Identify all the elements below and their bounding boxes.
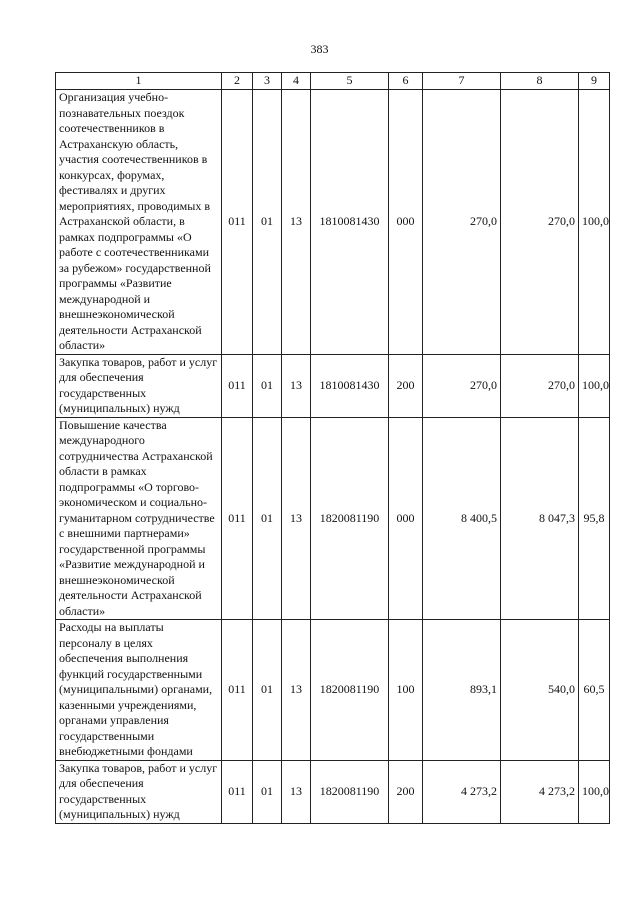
row-planned-amount: 893,1 [423,620,501,761]
row-target-article: 1820081190 [311,620,389,761]
row-section: 01 [253,417,282,620]
row-planned-amount: 270,0 [423,90,501,355]
row-target-article: 1810081430 [311,90,389,355]
row-admin-code: 011 [222,90,253,355]
row-percent: 100,0 [579,354,610,417]
row-section: 01 [253,620,282,761]
row-name: Повышение качества международного сотрудничества Астраханской области в рамках подпрограммы «О торгово-экономическом и социально-гуманитарном сотрудничестве с внешними партнерами» государственной программы «Развитие международной и внешнеэкономической деятельности Астраханской области» [56,417,222,620]
row-percent: 100,0 [579,90,610,355]
row-actual-amount: 270,0 [501,354,579,417]
header-row [56,73,610,90]
row-expense-type: 100 [389,620,423,761]
row-admin-code: 011 [222,354,253,417]
page-number: 383 [310,42,329,56]
row-percent: 95,8 [579,417,610,620]
row-section: 01 [253,354,282,417]
row-planned-amount: 4 273,2 [423,760,501,823]
row-target-article: 1820081190 [311,760,389,823]
row-percent: 100,0 [579,760,610,823]
table-row [56,354,610,417]
header-col-1: 1 [56,73,222,90]
row-admin-code: 011 [222,760,253,823]
row-admin-code: 011 [222,620,253,761]
row-expense-type: 000 [389,90,423,355]
row-planned-amount: 8 400,5 [423,417,501,620]
row-subsection: 13 [282,90,311,355]
row-target-article: 1820081190 [311,417,389,620]
row-actual-amount: 8 047,3 [501,417,579,620]
row-percent: 60,5 [579,620,610,761]
row-name: Закупка товаров, работ и услуг для обеспечения государственных (муниципальных) нужд [56,760,222,823]
table-row [56,620,610,761]
row-name: Расходы на выплаты персоналу в целях обеспечения выполнения функций государственными (муниципальными) органами, казенными учреждениями, органами управления государственными внебюджетными фондами [56,620,222,761]
row-subsection: 13 [282,417,311,620]
header-col-7: 7 [423,73,501,90]
budget-table [55,72,610,824]
row-expense-type: 000 [389,417,423,620]
row-planned-amount: 270,0 [423,354,501,417]
row-expense-type: 200 [389,760,423,823]
row-section: 01 [253,760,282,823]
header-col-6: 6 [389,73,423,90]
row-actual-amount: 4 273,2 [501,760,579,823]
header-col-9: 9 [579,73,610,90]
header-col-3: 3 [253,73,282,90]
row-name: Закупка товаров, работ и услуг для обеспечения государственных (муниципальных) нужд [56,354,222,417]
row-expense-type: 200 [389,354,423,417]
row-subsection: 13 [282,354,311,417]
row-admin-code: 011 [222,417,253,620]
table-row [56,417,610,620]
table-row [56,760,610,823]
header-col-5: 5 [311,73,389,90]
header-col-2: 2 [222,73,253,90]
row-section: 01 [253,90,282,355]
row-actual-amount: 270,0 [501,90,579,355]
row-name: Организация учебно-познавательных поездок соотечественников в Астраханскую область, участия соотечественников в конкурсах, форумах, фестивалях и других мероприятиях, проводимых в Астраханской области, в рамках подпрограммы «О работе с соотечественниками за рубежом» государственной программы «Развитие международной и внешнеэкономической деятельности Астраханской области» [56,90,222,355]
table-row [56,90,610,355]
row-target-article: 1810081430 [311,354,389,417]
header-col-4: 4 [282,73,311,90]
row-subsection: 13 [282,760,311,823]
header-col-8: 8 [501,73,579,90]
row-subsection: 13 [282,620,311,761]
row-actual-amount: 540,0 [501,620,579,761]
